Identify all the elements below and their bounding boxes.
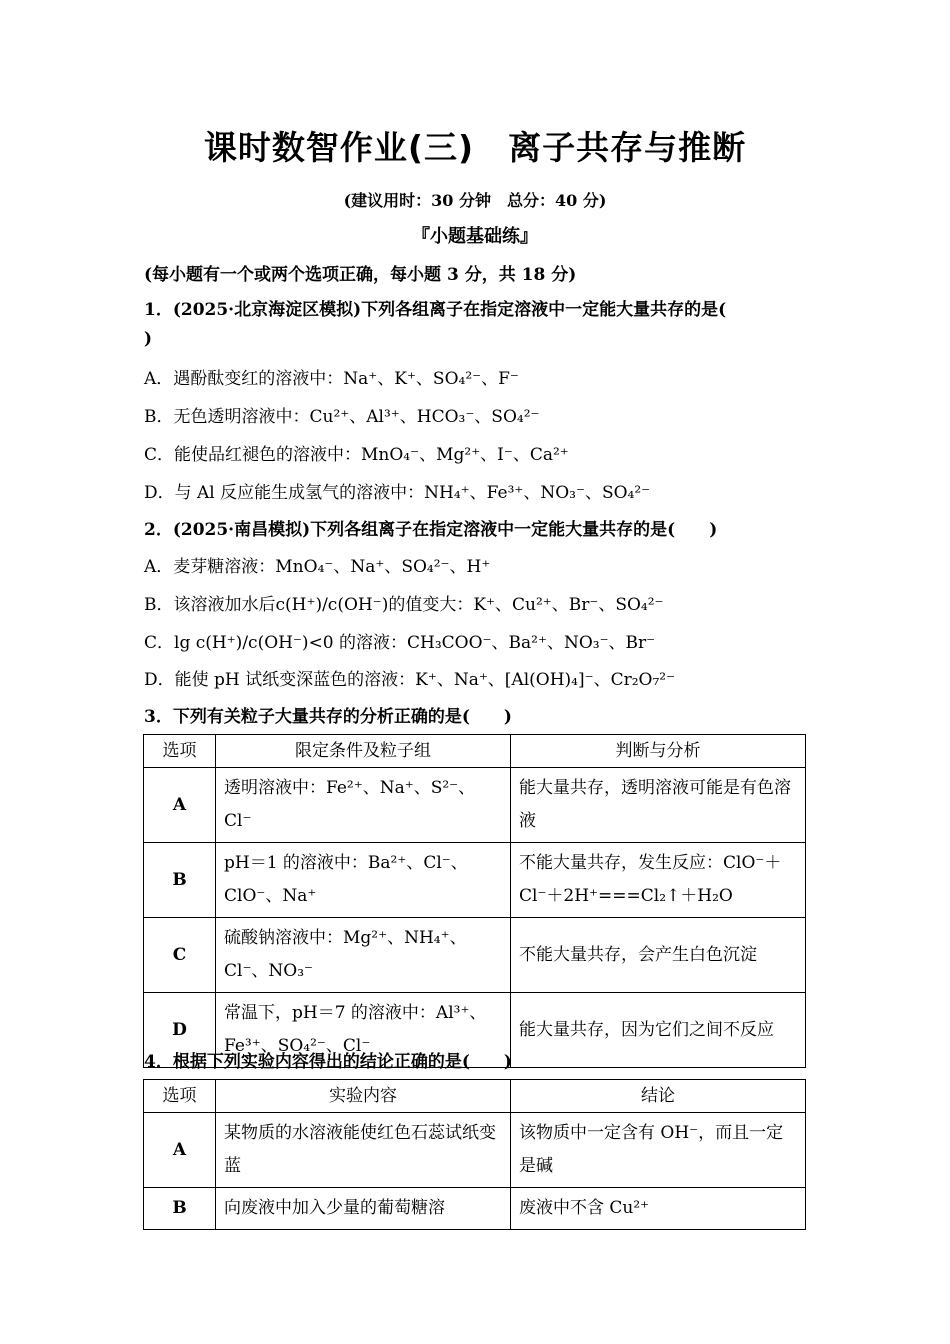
- table-header-row: [144, 1080, 806, 1113]
- row-content: 某物质的水溶液能使红色石蕊试纸变蓝: [216, 1113, 511, 1188]
- row-option: A: [144, 768, 216, 843]
- header-conclusion: 结论: [511, 1080, 806, 1113]
- row-condition: 常温下，pH＝7 的溶液中：Al³⁺、Fe³⁺、SO₄²⁻、Cl⁻: [216, 993, 511, 1068]
- header-condition: 限定条件及粒子组: [216, 735, 511, 768]
- q3-stem: 3．下列有关粒子大量共存的分析正确的是( ): [144, 707, 512, 727]
- q4-table: [143, 1079, 806, 1230]
- row-judgement: 不能大量共存，会产生白色沉淀: [511, 918, 806, 993]
- q3-table: [143, 734, 806, 1068]
- q4-stem: 4．根据下列实验内容得出的结论正确的是( ): [144, 1052, 512, 1072]
- q2-option-d: D．能使 pH 试纸变深蓝色的溶液：K⁺、Na⁺、[Al(OH)₄]⁻、Cr₂O₇²⁻: [144, 670, 676, 690]
- row-option: D: [144, 993, 216, 1068]
- row-conclusion: 该物质中一定含有 OH⁻，而且一定是碱: [511, 1113, 806, 1188]
- header-option: 选项: [144, 1080, 216, 1113]
- row-condition: pH＝1 的溶液中：Ba²⁺、Cl⁻、ClO⁻、Na⁺: [216, 843, 511, 918]
- row-judgement: 能大量共存，因为它们之间不反应: [511, 993, 806, 1068]
- q2-stem: 2．(2025·南昌模拟)下列各组离子在指定溶液中一定能大量共存的是( ): [144, 520, 718, 540]
- table-row: [144, 1113, 806, 1188]
- header-content: 实验内容: [216, 1080, 511, 1113]
- row-judgement: 不能大量共存，发生反应：ClO⁻＋Cl⁻＋2H⁺===Cl₂↑＋H₂O: [511, 843, 806, 918]
- row-option: B: [144, 843, 216, 918]
- table-row: [144, 1188, 806, 1230]
- time-score-note: (建议用时：30 分钟 总分：40 分): [343, 191, 607, 210]
- header-option: 选项: [144, 735, 216, 768]
- q1-option-b: B．无色透明溶液中：Cu²⁺、Al³⁺、HCO₃⁻、SO₄²⁻: [144, 407, 540, 427]
- table-row: [144, 768, 806, 843]
- row-option: B: [144, 1188, 216, 1230]
- row-option: A: [144, 1113, 216, 1188]
- table-header-row: [144, 735, 806, 768]
- header-judgement: 判断与分析: [511, 735, 806, 768]
- q1-stem-end: ): [144, 329, 153, 349]
- q1-option-c: C．能使品红褪色的溶液中：MnO₄⁻、Mg²⁺、I⁻、Ca²⁺: [144, 445, 569, 465]
- instruction-text: (每小题有一个或两个选项正确，每小题 3 分，共 18 分): [144, 265, 577, 285]
- row-judgement: 能大量共存，透明溶液可能是有色溶液: [511, 768, 806, 843]
- q2-option-b: B．该溶液加水后c(H⁺)/c(OH⁻)的值变大：K⁺、Cu²⁺、Br⁻、SO₄²⁻: [144, 595, 664, 615]
- q1-option-a: A．遇酚酞变红的溶液中：Na⁺、K⁺、SO₄²⁻、F⁻: [144, 369, 519, 389]
- row-content: 向废液中加入少量的葡萄糖溶: [216, 1188, 511, 1230]
- row-option: C: [144, 918, 216, 993]
- q2-option-c: C．lg c(H⁺)/c(OH⁻)<0 的溶液：CH₃COO⁻、Ba²⁺、NO₃⁻、Br⁻: [144, 633, 656, 653]
- q2-option-a: A．麦芽糖溶液：MnO₄⁻、Na⁺、SO₄²⁻、H⁺: [144, 557, 491, 577]
- table-row: [144, 843, 806, 918]
- section-heading: 『小题基础练』: [412, 226, 538, 247]
- row-conclusion: 废液中不含 Cu²⁺: [511, 1188, 806, 1230]
- row-condition: 硫酸钠溶液中：Mg²⁺、NH₄⁺、Cl⁻、NO₃⁻: [216, 918, 511, 993]
- table-row: [144, 918, 806, 993]
- q1-stem: 1．(2025·北京海淀区模拟)下列各组离子在指定溶液中一定能大量共存的是(: [144, 300, 727, 320]
- q1-option-d: D．与 Al 反应能生成氢气的溶液中：NH₄⁺、Fe³⁺、NO₃⁻、SO₄²⁻: [144, 483, 651, 503]
- page-title: 课时数智作业(三) 离子共存与推断: [203, 128, 747, 167]
- row-condition: 透明溶液中：Fe²⁺、Na⁺、S²⁻、Cl⁻: [216, 768, 511, 843]
